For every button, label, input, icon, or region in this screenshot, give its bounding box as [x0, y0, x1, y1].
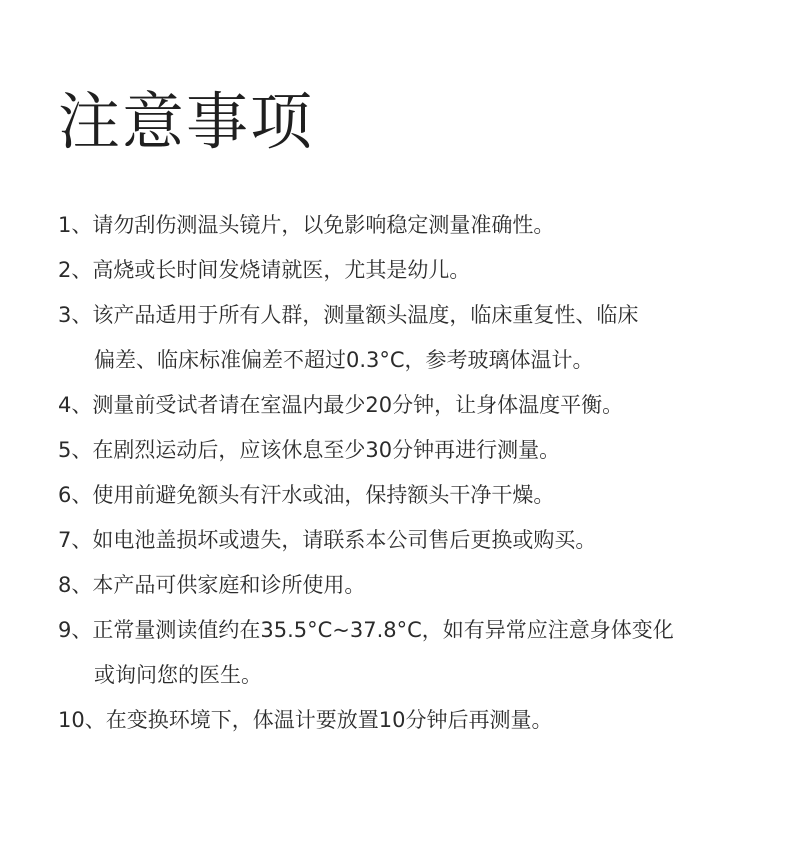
- note-number: 1、: [58, 213, 93, 237]
- note-number: 5、: [58, 438, 93, 462]
- note-text-continued: 偏差、临床标准偏差不超过0.3°C，参考玻璃体温计。: [94, 348, 594, 372]
- note-item-3: [58, 293, 748, 383]
- note-number: 10、: [58, 708, 106, 732]
- note-text: 在剧烈运动后，应该休息至少30分钟再进行测量。: [92, 438, 561, 462]
- note-text: 本产品可供家庭和诊所使用。: [92, 573, 366, 597]
- notes-list: [58, 203, 748, 743]
- page-title: 注意事项: [58, 85, 315, 158]
- note-text: 在变换环境下，体温计要放置10分钟后再测量。: [105, 708, 553, 732]
- note-text: 如电池盖损坏或遗失，请联系本公司售后更换或购买。: [92, 528, 597, 552]
- note-item-6: [58, 473, 748, 518]
- note-number: 2、: [58, 258, 93, 282]
- note-item-1: [58, 203, 748, 248]
- note-item-4: [58, 383, 748, 428]
- note-item-9: [58, 608, 748, 698]
- note-text: 正常量测读值约在35.5°C~37.8°C，如有异常应注意身体变化: [92, 618, 674, 642]
- note-item-2: [58, 248, 748, 293]
- note-text: 测量前受试者请在室温内最少20分钟，让身体温度平衡。: [92, 393, 624, 417]
- note-text: 该产品适用于所有人群，测量额头温度，临床重复性、临床: [92, 303, 639, 327]
- note-line: [58, 293, 748, 338]
- note-item-5: [58, 428, 748, 473]
- note-number: 8、: [58, 573, 93, 597]
- note-number: 7、: [58, 528, 93, 552]
- note-number: 3、: [58, 303, 93, 327]
- note-text: 使用前避免额头有汗水或油，保持额头干净干燥。: [92, 483, 555, 507]
- note-item-8: [58, 563, 748, 608]
- note-item-7: [58, 518, 748, 563]
- note-line: [58, 608, 748, 653]
- note-text: 高烧或长时间发烧请就医，尤其是幼儿。: [92, 258, 471, 282]
- note-number: 4、: [58, 393, 93, 417]
- note-text-continued: 或询问您的医生。: [94, 663, 262, 687]
- note-text: 请勿刮伤测温头镜片，以免影响稳定测量准确性。: [92, 213, 555, 237]
- note-number: 9、: [58, 618, 93, 642]
- note-number: 6、: [58, 483, 93, 507]
- note-item-10: [58, 698, 748, 743]
